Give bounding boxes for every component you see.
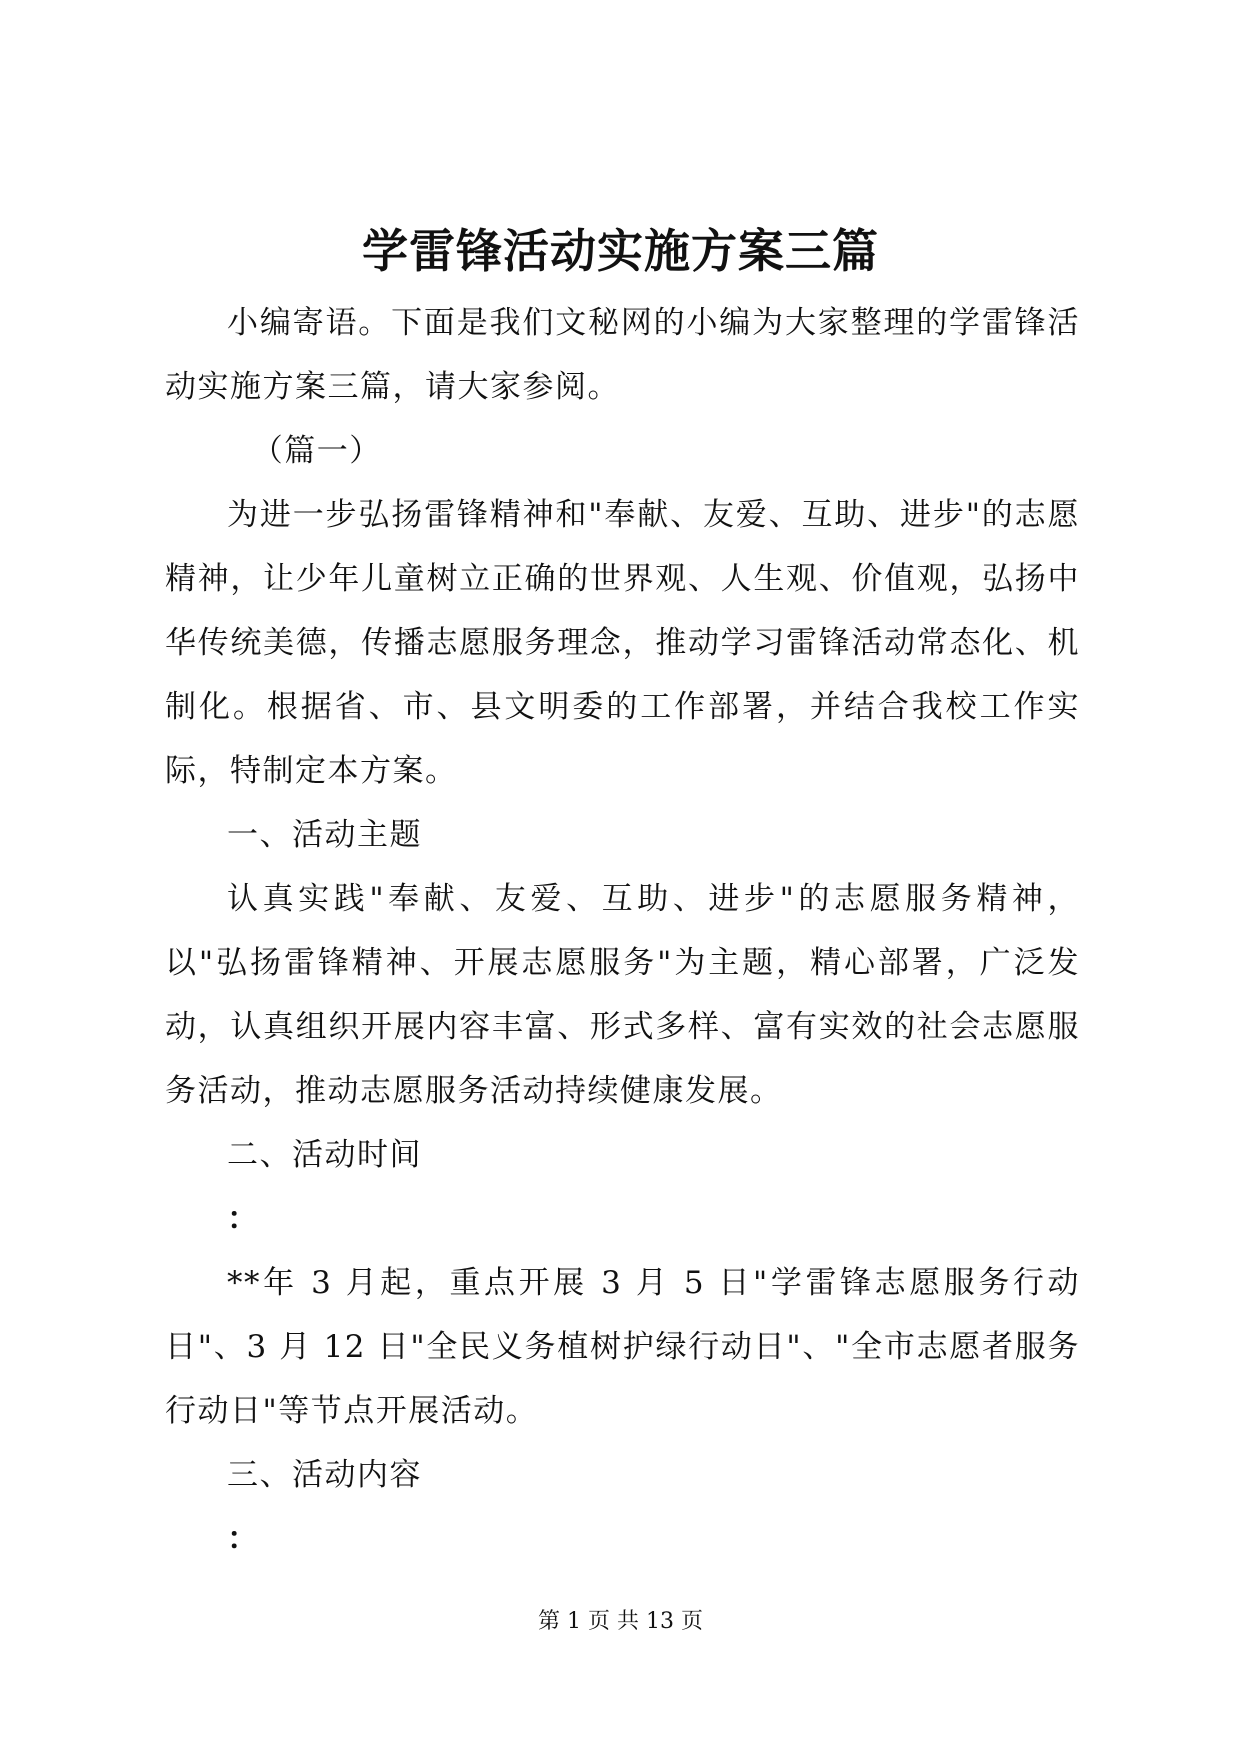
heading-activity-theme: 一、活动主题 [227,817,422,853]
content-colon-line: ： [227,1521,260,1557]
time-colon-line: ： [227,1201,260,1237]
theme-paragraph: 认真实践"奉献、友爱、互助、进步"的志愿服务精神，以"弘扬雷锋精神、开展志愿服务"为主题，精心部署，广泛发动，认真组织开展内容丰富、形式多样、富有实效的社会志愿服务活动，推动志愿服务活动持续健康发展。 [165,881,1080,1109]
intro-paragraph: 小编寄语。下面是我们文秘网的小编为大家整理的学雷锋活动实施方案三篇，请大家参阅。 [165,305,1080,405]
document-title: 学雷锋活动实施方案三篇 [362,224,879,278]
heading-activity-time: 二、活动时间 [227,1137,422,1173]
purpose-paragraph: 为进一步弘扬雷锋精神和"奉献、友爱、互助、进步"的志愿精神，让少年儿童树立正确的世界观、人生观、价值观，弘扬中华传统美德，传播志愿服务理念，推动学习雷锋活动常态化、机制化。根据省、市、县文明委的工作部署，并结合我校工作实际，特制定本方案。 [165,497,1080,789]
section-marker-part-one: （篇一） [251,433,382,469]
time-paragraph: **年 3 月起，重点开展 3 月 5 日"学雷锋志愿服务行动日"、3 月 12 日"全民义务植树护绿行动日"、"全市志愿者服务行动日"等节点开展活动。 [165,1265,1080,1429]
heading-activity-content: 三、活动内容 [227,1457,422,1493]
page-number-footer: 第 1 页 共 13 页 [538,1609,703,1634]
document-body [165,291,1080,1571]
